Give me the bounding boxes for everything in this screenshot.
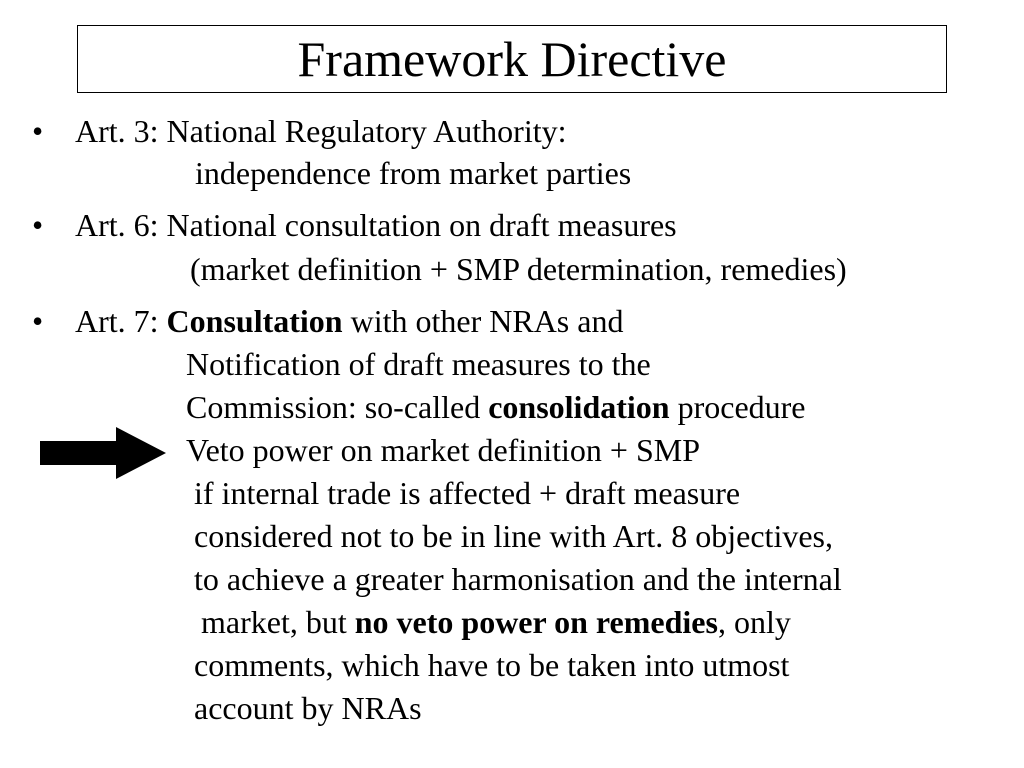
bullet-3-line-2: Notification of draft measures to the <box>186 346 651 382</box>
right-arrow-icon <box>40 427 166 479</box>
bullet-3-line-8-prefix: market, but <box>201 604 355 640</box>
bullet-3-line-1-bold: Consultation <box>166 303 343 339</box>
bullet-3-line-1-suffix: with other NRAs and <box>342 303 624 339</box>
bullet-3-line-3-prefix: Commission: so-called <box>186 389 489 425</box>
slide-title: Framework Directive <box>297 31 727 87</box>
bullet-3-line-3 <box>186 391 806 423</box>
bullet-3-marker: • <box>32 303 44 339</box>
bullet-3-line-10: account by NRAs <box>194 690 422 726</box>
bullet-3-line-4: Veto power on market definition + SMP <box>186 432 700 468</box>
bullet-3-line-8-suffix: , only <box>717 604 791 640</box>
bullet-3-line-5: if internal trade is affected + draft measure <box>194 475 741 511</box>
bullet-3-line-8-bold: no veto power on remedies <box>354 604 718 640</box>
bullet-3-line-6: considered not to be in line with Art. 8 objectives, <box>194 518 833 554</box>
bullet-2-line-2: (market definition + SMP determination, remedies) <box>190 251 847 287</box>
title-box <box>77 25 947 93</box>
bullet-3-line-3-bold: consolidation <box>488 389 670 425</box>
bullet-1-line-2: independence from market parties <box>195 155 632 191</box>
bullet-2-line-1: Art. 6: National consultation on draft measures <box>75 207 677 243</box>
bullet-3-line-9: comments, which have to be taken into utmost <box>194 647 790 683</box>
bullet-2-marker: • <box>32 207 44 243</box>
bullet-1-line-1: Art. 3: National Regulatory Authority: <box>75 113 567 149</box>
bullet-3-line-1-prefix: Art. 7: <box>75 303 167 339</box>
bullet-3-line-1 <box>75 305 623 337</box>
bullet-3-line-7: to achieve a greater harmonisation and the internal <box>194 561 842 597</box>
bullet-3-line-8 <box>201 606 791 638</box>
bullet-3-line-3-suffix: procedure <box>669 389 806 425</box>
bullet-1-marker: • <box>32 113 44 149</box>
